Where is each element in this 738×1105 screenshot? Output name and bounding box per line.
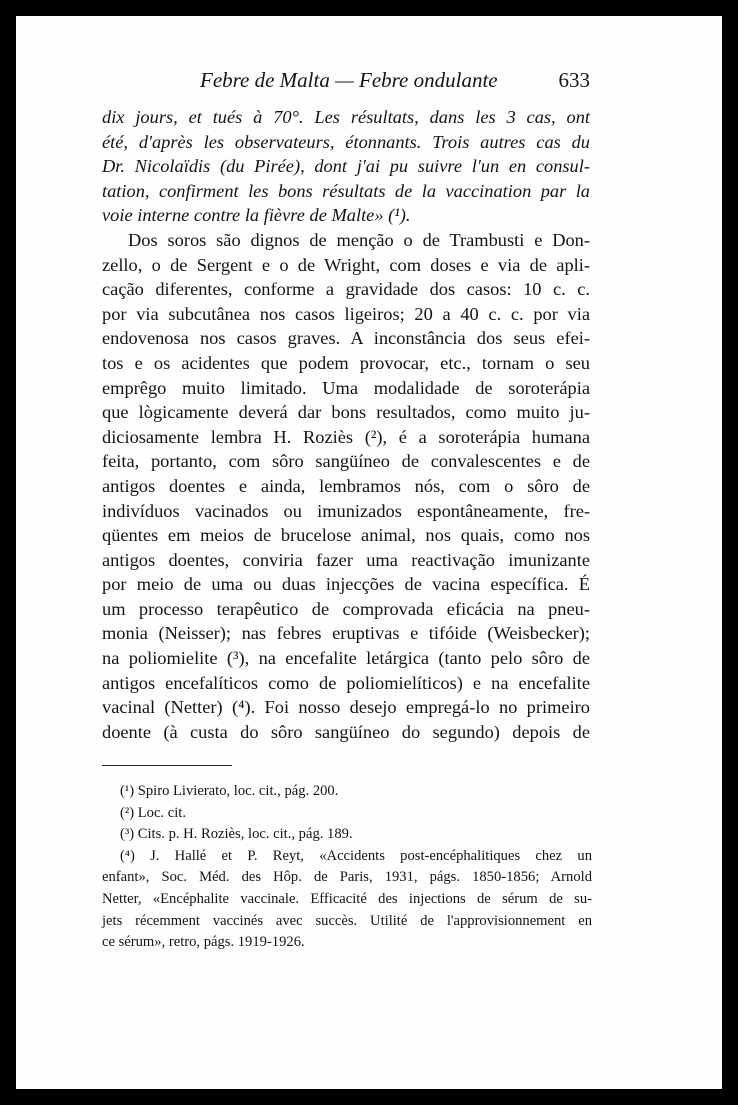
text-line: por meio de uma ou duas injecções de vacina específica. É: [102, 574, 590, 595]
text-line: doente (à custa do sôro sangüíneo do segundo) depois de: [102, 721, 590, 742]
text-line: tation, confirment les bons résultats de la vaccination par la: [102, 180, 590, 201]
text-line: antigos encefalíticos como de poliomielíticos) e na encefalite: [102, 672, 590, 693]
text-line: antigos doentes e ainda, lembramos nós, com o sôro de: [102, 475, 590, 496]
footnote-line: (³) Cits. p. H. Roziès, loc. cit., pág. 189.: [120, 826, 353, 843]
footnote-line: ce sérum», retro, págs. 1919-1926.: [102, 934, 305, 951]
text-line: um processo terapêutico de comprovada eficácia na pneu-: [102, 598, 590, 619]
footnote-line: jets récemment vaccinés avec succès. Utilité de l'approvisionnement en: [102, 912, 592, 929]
footnote-line: (²) Loc. cit.: [120, 804, 186, 821]
text-line: endovenosa nos casos graves. A inconstância dos seus efei-: [102, 328, 590, 349]
footnote-line: (¹) Spiro Livierato, loc. cit., pág. 200.: [120, 783, 339, 799]
text-line: indivíduos vacinados ou imunizados espontâneamente, fre-: [102, 500, 590, 521]
text-line: été, d'après les observateurs, étonnants. Trois autres cas du: [102, 131, 590, 152]
text-line: na poliomielite (³), na encefalite letárgica (tanto pelo sôro de: [102, 648, 590, 669]
text-line: cação diferentes, conforme a gravidade dos casos: 10 c. c.: [102, 279, 590, 300]
book-page: [16, 16, 722, 1089]
text-line: Dos soros são dignos de menção o de Trambusti e Don-: [128, 229, 590, 250]
text-line: vacinal (Netter) (⁴). Foi nosso desejo empregá-lo no primeiro: [102, 697, 590, 718]
text-line: monia (Neisser); nas febres eruptivas e tifóide (Weisbecker);: [102, 623, 590, 644]
footnote-line: (⁴) J. Hallé et P. Reyt, «Accidents post-encéphalitiques chez un: [120, 847, 592, 864]
text-line: feita, portanto, com sôro sangüíneo de convalescentes e de: [102, 451, 590, 472]
text-line: Dr. Nicolaïdis (du Pirée), dont j'ai pu suivre l'un en consul-: [102, 156, 590, 177]
footnotes: [102, 781, 592, 954]
footnote-line: Netter, «Encéphalite vaccinale. Efficacité des injections de sérum de su-: [102, 890, 592, 907]
running-title: Febre de Malta — Febre ondulante: [200, 68, 498, 92]
text-line: dix jours, et tués à 70°. Les résultats, dans les 3 cas, ont: [102, 107, 590, 127]
text-line: por via subcutânea nos casos ligeiros; 20 a 40 c. c. por via: [102, 303, 590, 324]
page-number: 633: [558, 68, 590, 92]
main-text: [102, 105, 590, 744]
running-header: [200, 68, 590, 92]
text-line: emprêgo muito limitado. Uma modalidade de soroterápia: [102, 377, 590, 398]
text-line: tos e os acidentes que podem provocar, etc., tornam o seu: [102, 352, 590, 373]
footnote-line: enfant», Soc. Méd. des Hôp. de Paris, 1931, págs. 1850-1856; Arnold: [102, 869, 592, 886]
text-line: antigos doentes, conviria fazer uma reactivação imunizante: [102, 549, 590, 570]
text-line: voie interne contre la fièvre de Malte» (¹).: [102, 205, 411, 226]
footnote-rule: [102, 765, 232, 766]
text-line: que lògicamente deverá dar bons resultados, como muito ju-: [102, 402, 590, 423]
text-line: zello, o de Sergent e o de Wright, com doses e via de apli-: [102, 254, 590, 275]
text-line: qüentes em meios de brucelose animal, nos quais, como nos: [102, 525, 590, 546]
text-line: diciosamente lembra H. Roziès (²), é a soroterápia humana: [102, 426, 590, 447]
